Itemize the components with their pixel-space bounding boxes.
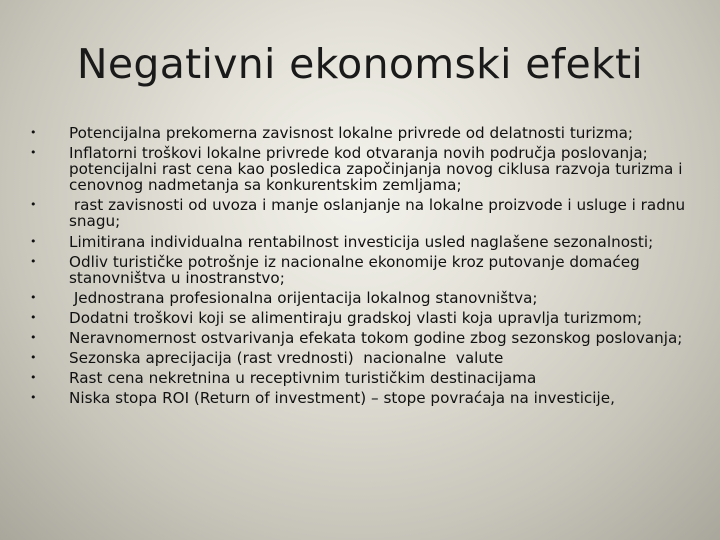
bullet-list [30,125,710,410]
bullet-item [30,310,710,326]
bullet-item [30,197,710,229]
bullet-text: Sezonska aprecijacija (rast vrednosti) nacionalne valute [69,349,504,368]
bullet-dot-icon: • [30,331,37,345]
bullet-item [30,234,710,250]
bullet-dot-icon: • [30,371,37,385]
bullet-text: rast zavisnosti od uvoza i manje oslanjanje na lokalne proizvode i usluge i radnu snagu; [69,196,690,231]
bullet-item [30,370,710,386]
bullet-text: Potencijalna prekomerna zavisnost lokalne privrede od delatnosti turizma; [69,124,634,142]
bullet-dot-icon: • [30,146,37,160]
bullet-item [30,254,710,286]
bullet-text: Niska stopa ROI (Return of investment) – stope povraćaja na investicije, [69,389,615,408]
bullet-dot-icon: • [30,254,37,268]
slide-title: Negativni ekonomski efekti [76,40,644,88]
bullet-dot-icon: • [30,391,37,405]
bullet-dot-icon: • [30,234,37,248]
bullet-item [30,125,710,141]
bullet-dot-icon: • [30,198,37,212]
bullet-text: Odliv turističke potrošnje iz nacionalne ekonomije kroz putovanje domaćeg stanovništva u inostranstvo; [69,252,640,287]
bullet-dot-icon: • [30,351,37,365]
bullet-item [30,350,710,366]
bullet-item [30,330,710,346]
bullet-text: Jednostrana profesionalna orijentacija lokalnog stanovništva; [69,288,538,307]
bullet-item [30,145,710,193]
bullet-text: Dodatni troškovi koji se alimentiraju gradskoj vlasti koja upravlja turizmom; [69,308,643,327]
bullet-item [30,390,710,406]
bullet-dot-icon: • [30,126,37,139]
bullet-text: Neravnomernost ostvarivanja efekata tokom godine zbog sezonskog poslovanja; [69,329,683,348]
bullet-text: Limitirana individualna rentabilnost investicija usled naglašene sezonalnosti; [69,232,654,251]
bullet-text: Inflatorni troškovi lokalne privrede kod otvaranja novih područja poslovanja; potencijalni rast cena kao posledica započinjanja novog ciklusa razvoja turizma i cenovnog nadmetanja sa konkurentskim zemljama; [69,144,683,195]
bullet-text: Rast cena nekretnina u receptivnim turističkim destinacijama [69,369,537,388]
bullet-item [30,290,710,306]
bullet-dot-icon: • [30,310,37,324]
bullet-dot-icon: • [30,290,37,304]
